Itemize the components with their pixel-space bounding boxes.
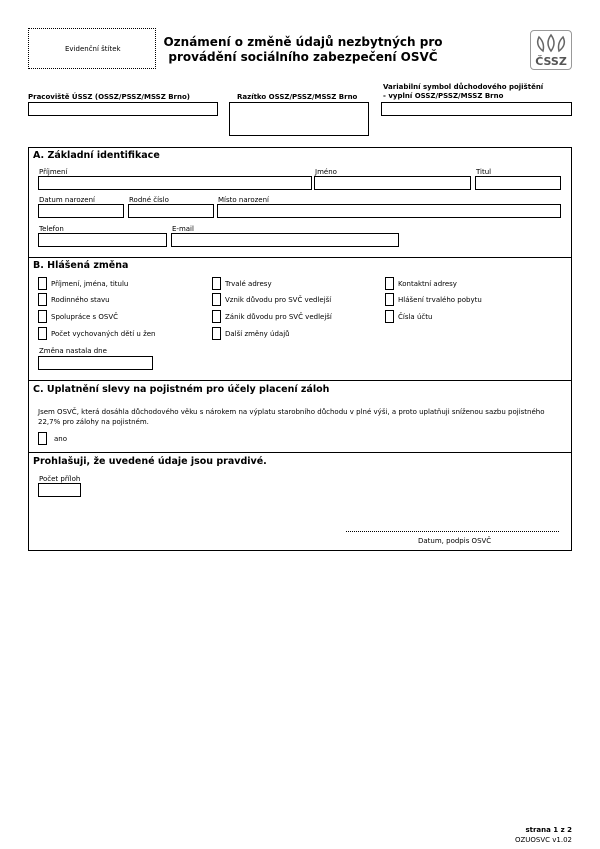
- prijmeni-input[interactable]: [38, 176, 312, 190]
- checkbox-zanik-duvodu-label: Zánik důvodu pro SVČ vedlejší: [225, 313, 332, 321]
- checkbox-hlaseni-pobytu[interactable]: [385, 293, 394, 306]
- varsym-label-line2: - vyplní OSSZ/PSSZ/MSSZ Brno: [383, 92, 504, 100]
- cssz-logo-text: ČSSZ: [535, 55, 567, 68]
- cssz-leaf-icon: [531, 33, 571, 55]
- checkbox-dalsi-zmeny[interactable]: [212, 327, 221, 340]
- varsym-label-line1: Variabilní symbol důchodového pojištění: [383, 83, 544, 91]
- checkbox-cisla-uctu[interactable]: [385, 310, 394, 323]
- checkbox-cisla-uctu-label: Čísla účtu: [398, 313, 433, 321]
- datum-narozeni-input[interactable]: [38, 204, 124, 218]
- page-title: [158, 35, 448, 65]
- checkbox-zanik-duvodu[interactable]: [212, 310, 221, 323]
- razitko-label: Razítko OSSZ/PSSZ/MSSZ Brno: [237, 93, 358, 101]
- checkbox-dalsi-zmeny-label: Další změny údajů: [225, 330, 290, 338]
- rodne-cislo-label: Rodné číslo: [129, 196, 169, 204]
- checkbox-pocet-deti-label: Počet vychovaných dětí u žen: [51, 330, 156, 338]
- jmeno-label: Jméno: [315, 168, 337, 176]
- section-c-title: C. Uplatnění slevy na pojistném pro účely placení záloh: [33, 384, 330, 395]
- divider-b-c: [28, 380, 572, 381]
- checkbox-kontaktni-adresy[interactable]: [385, 277, 394, 290]
- pracoviste-label: Pracoviště ÚSSZ (OSSZ/PSSZ/MSSZ Brno): [28, 93, 190, 101]
- checkbox-trvale-adresy-label: Trvalé adresy: [225, 280, 272, 288]
- page-title-line1: Oznámení o změně údajů nezbytných pro: [163, 35, 443, 49]
- pocet-priloh-label: Počet příloh: [39, 475, 81, 483]
- checkbox-hlaseni-pobytu-label: Hlášení trvalého pobytu: [398, 296, 482, 304]
- misto-narozeni-label: Místo narození: [218, 196, 269, 204]
- footer-page-number: strana 1 z 2: [525, 826, 572, 834]
- section-b-title: B. Hlášená změna: [33, 260, 129, 271]
- razitko-field: [229, 102, 369, 136]
- pracoviste-field[interactable]: [28, 102, 218, 116]
- checkbox-prijmeni-label: Příjmení, jména, titulu: [51, 280, 129, 288]
- cssz-logo: [530, 30, 572, 70]
- checkbox-ano[interactable]: [38, 432, 47, 445]
- email-label: E-mail: [172, 225, 194, 233]
- checkbox-trvale-adresy[interactable]: [212, 277, 221, 290]
- checkbox-rodinny-stav-label: Rodinného stavu: [51, 296, 110, 304]
- rodne-cislo-input[interactable]: [128, 204, 214, 218]
- checkbox-vznik-duvodu[interactable]: [212, 293, 221, 306]
- titul-label: Titul: [476, 168, 492, 176]
- checkbox-pocet-deti[interactable]: [38, 327, 47, 340]
- telefon-input[interactable]: [38, 233, 167, 247]
- titul-input[interactable]: [475, 176, 561, 190]
- prijmeni-label: Příjmení: [39, 168, 68, 176]
- divider-c-d: [28, 452, 572, 453]
- checkbox-ano-label: ano: [54, 435, 68, 443]
- footer-form-code: OZUOSVC v1.02: [514, 836, 572, 844]
- declaration-title: Prohlašuji, že uvedené údaje jsou pravdivé.: [33, 456, 267, 467]
- page-title-line2: provádění sociálního zabezpečení OSVČ: [168, 50, 438, 64]
- checkbox-kontaktni-adresy-label: Kontaktní adresy: [398, 280, 457, 288]
- zmena-nastala-label: Změna nastala dne: [39, 347, 107, 355]
- checkbox-spoluprace-label: Spolupráce s OSVČ: [51, 313, 119, 321]
- divider-a-b: [28, 257, 572, 258]
- checkbox-rodinny-stav[interactable]: [38, 293, 47, 306]
- checkbox-spoluprace[interactable]: [38, 310, 47, 323]
- section-a-title: A. Základní identifikace: [33, 150, 160, 161]
- datum-podpis-label: Datum, podpis OSVČ: [418, 537, 492, 545]
- evidencni-stitek-label: Evidenční štítek: [65, 45, 121, 53]
- email-input[interactable]: [171, 233, 399, 247]
- varsym-field: [381, 102, 572, 116]
- misto-narozeni-input[interactable]: [217, 204, 561, 218]
- zmena-nastala-input[interactable]: [38, 356, 153, 370]
- pocet-priloh-input[interactable]: [38, 483, 81, 497]
- section-c-text: Jsem OSVČ, která dosáhla důchodového věku s nárokem na výplatu starobního důchodu v plné výši, a proto uplatňuji sníženou sazbu pojistného 22,7% pro zálohy na pojistném.: [38, 408, 545, 426]
- jmeno-input[interactable]: [314, 176, 471, 190]
- telefon-label: Telefon: [39, 225, 64, 233]
- checkbox-vznik-duvodu-label: Vznik důvodu pro SVČ vedlejší: [225, 296, 332, 304]
- checkbox-prijmeni[interactable]: [38, 277, 47, 290]
- signature-line: [346, 531, 559, 532]
- datum-narozeni-label: Datum narození: [39, 196, 95, 204]
- varsym-label: [383, 83, 543, 101]
